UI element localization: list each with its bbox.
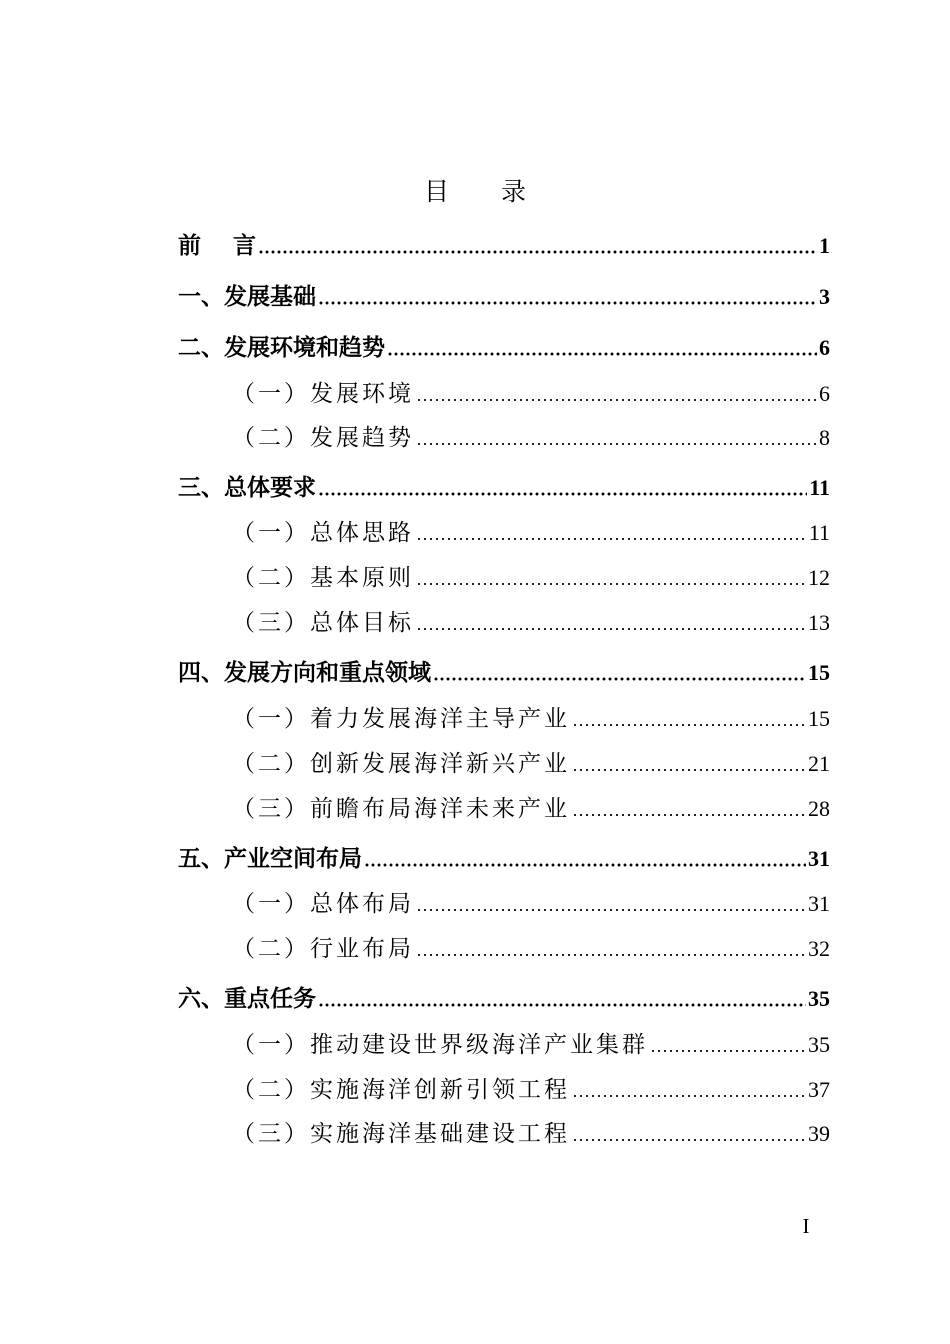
toc-entry-label: （二）创新发展海洋新兴产业 <box>232 751 570 777</box>
toc-entry-label: （一）推动建设世界级海洋产业集群 <box>232 1032 648 1058</box>
toc-entry-section-5-2[interactable] <box>232 932 830 966</box>
toc-leader-dots <box>258 249 817 255</box>
toc-entry-label: 四、发展方向和重点领域 <box>178 659 431 686</box>
toc-entry-label: （一）发展环境 <box>232 381 414 407</box>
toc-entry-page: 15 <box>808 706 830 731</box>
toc-leader-dots <box>416 581 806 587</box>
toc-leader-dots <box>433 676 806 682</box>
toc-leader-dots <box>572 722 806 728</box>
toc-leader-dots <box>416 907 806 913</box>
toc-entry-section-1[interactable] <box>178 280 830 314</box>
toc-entry-section-4-2[interactable] <box>232 747 830 781</box>
toc-leader-dots <box>416 536 807 542</box>
toc-entry-page: 11 <box>808 520 830 545</box>
toc-entry-section-2-1[interactable] <box>232 377 830 411</box>
toc-entry-label: （三）前瞻布局海洋未来产业 <box>232 796 570 822</box>
toc-entry-section-4-3[interactable] <box>232 792 830 826</box>
toc-entry-label: 五、产业空间布局 <box>178 845 362 872</box>
toc-entry-section-4[interactable] <box>178 656 830 690</box>
toc-entry-page: 6 <box>819 335 830 360</box>
toc-leader-dots <box>572 767 806 773</box>
toc-entry-label: （二）行业布局 <box>232 936 414 962</box>
toc-entry-label: （一）总体布局 <box>232 891 414 917</box>
page-number: I <box>802 1214 810 1238</box>
toc-leader-dots <box>416 952 806 958</box>
toc-entry-section-3-2[interactable] <box>232 561 830 595</box>
toc-title: 目 录 <box>424 177 548 206</box>
toc-entry-page: 8 <box>819 425 830 450</box>
toc-entry-page: 21 <box>808 751 830 776</box>
toc-entry-label: （一）总体思路 <box>232 520 414 546</box>
toc-leader-dots <box>416 626 806 632</box>
toc-leader-dots <box>572 1093 806 1099</box>
toc-entry-section-6-3[interactable] <box>232 1117 830 1151</box>
toc-entry-page: 12 <box>808 565 830 590</box>
toc-entry-section-6[interactable] <box>178 982 830 1016</box>
toc-entry-page: 13 <box>808 610 830 635</box>
toc-entry-page: 37 <box>808 1077 830 1102</box>
toc-entry-page: 31 <box>808 846 830 871</box>
toc-leader-dots <box>318 491 807 497</box>
toc-entry-section-5-1[interactable] <box>232 887 830 921</box>
toc-entry-section-6-1[interactable] <box>232 1028 830 1062</box>
toc-leader-dots <box>364 862 806 868</box>
toc-entry-page: 32 <box>808 936 830 961</box>
toc-entry-section-3[interactable] <box>178 471 830 505</box>
toc-leader-dots <box>572 1137 806 1143</box>
toc-entry-label: （一）着力发展海洋主导产业 <box>232 706 570 732</box>
toc-entry-page: 35 <box>808 1032 830 1057</box>
toc-entry-label: 二、发展环境和趋势 <box>178 334 385 361</box>
toc-entry-page: 6 <box>819 381 830 406</box>
toc-leader-dots <box>416 441 817 447</box>
toc-entry-label: （二）基本原则 <box>232 565 414 591</box>
toc-leader-dots <box>650 1048 806 1054</box>
toc-entry-preface[interactable] <box>178 229 830 263</box>
toc-entry-label: （二）发展趋势 <box>232 425 414 451</box>
toc-entry-page: 11 <box>809 475 830 500</box>
toc-entry-label: 三、总体要求 <box>178 474 316 501</box>
toc-entry-label: （三）总体目标 <box>232 610 414 636</box>
toc-entry-section-6-2[interactable] <box>232 1073 830 1107</box>
toc-entry-section-2[interactable] <box>178 331 830 365</box>
toc-entry-label: 前 言 <box>178 232 257 259</box>
toc-entry-page: 31 <box>808 891 830 916</box>
toc-leader-dots <box>318 1002 806 1008</box>
toc-entry-label: （三）实施海洋基础建设工程 <box>232 1121 570 1147</box>
toc-entry-page: 1 <box>819 233 830 258</box>
toc-leader-dots <box>387 351 817 357</box>
toc-entry-section-3-1[interactable] <box>232 516 830 550</box>
toc-entry-page: 15 <box>808 660 830 685</box>
toc-entry-section-4-1[interactable] <box>232 702 830 736</box>
toc-entry-page: 3 <box>819 284 830 309</box>
toc-leader-dots <box>572 812 806 818</box>
toc-leader-dots <box>416 397 817 403</box>
toc-entry-page: 39 <box>808 1121 830 1146</box>
toc-entry-section-2-2[interactable] <box>232 421 830 455</box>
toc-entry-label: 一、发展基础 <box>178 283 316 310</box>
toc-entry-page: 35 <box>808 986 830 1011</box>
toc-leader-dots <box>318 300 817 306</box>
toc-entry-label: （二）实施海洋创新引领工程 <box>232 1077 570 1103</box>
toc-entry-page: 28 <box>808 796 830 821</box>
toc-entry-section-3-3[interactable] <box>232 606 830 640</box>
toc-entry-label: 六、重点任务 <box>178 985 316 1012</box>
toc-entry-section-5[interactable] <box>178 842 830 876</box>
